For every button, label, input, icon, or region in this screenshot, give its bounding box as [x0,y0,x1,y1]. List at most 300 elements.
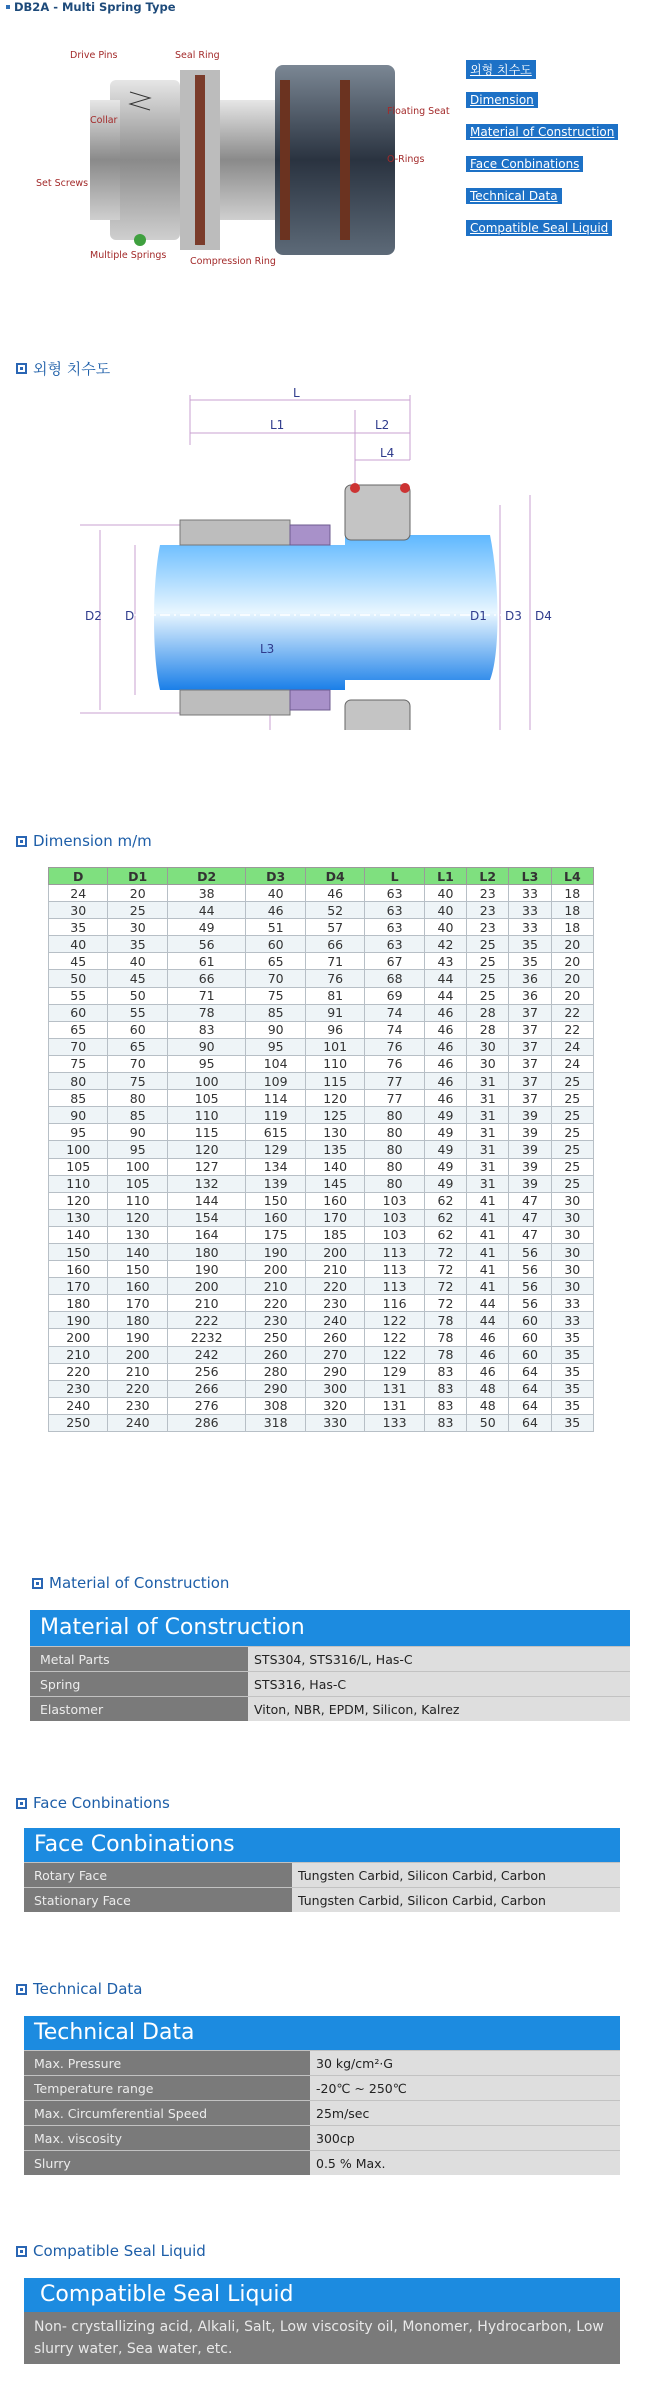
table-cell: 72 [424,1295,466,1312]
spec-key: Metal Parts [30,1647,248,1671]
table-cell: 37 [509,1055,551,1072]
table-cell: 220 [305,1278,364,1295]
table-cell: 200 [108,1346,167,1363]
table-cell: 67 [365,953,424,970]
table-cell: 190 [108,1329,167,1346]
table-cell: 30 [551,1261,593,1278]
table-cell: 105 [49,1158,108,1175]
section-bullet-icon [16,363,27,374]
table-cell: 116 [365,1295,424,1312]
table-cell: 35 [551,1363,593,1380]
table-cell: 50 [108,987,167,1004]
table-cell: 23 [467,919,509,936]
table-cell: 145 [305,1175,364,1192]
table-cell: 49 [424,1141,466,1158]
table-cell: 230 [108,1397,167,1414]
table-cell: 44 [467,1295,509,1312]
table-cell: 48 [467,1380,509,1397]
table-cell: 210 [246,1278,305,1295]
table-cell: 109 [246,1073,305,1090]
table-cell: 60 [49,1004,108,1021]
table-row [49,1090,594,1107]
table-cell: 131 [365,1397,424,1414]
table-cell: 120 [305,1090,364,1107]
spec-row [24,2100,620,2125]
table-cell: 56 [167,936,246,953]
section-bullet-icon [16,2246,27,2257]
table-cell: 80 [365,1141,424,1158]
nav-link-technical[interactable]: Technical Data [466,188,562,204]
table-cell: 48 [467,1397,509,1414]
spec-row [30,1646,630,1671]
spec-key: Spring [30,1672,248,1696]
table-cell: 37 [509,1038,551,1055]
table-cell: 44 [167,902,246,919]
table-cell: 83 [167,1021,246,1038]
table-cell: 71 [167,987,246,1004]
table-cell: 41 [467,1226,509,1243]
section-bullet-icon [32,1578,43,1589]
table-cell: 290 [246,1380,305,1397]
table-cell: 140 [305,1158,364,1175]
table-cell: 52 [305,902,364,919]
table-cell: 45 [108,970,167,987]
table-cell: 62 [424,1226,466,1243]
table-cell: 83 [424,1380,466,1397]
table-cell: 100 [108,1158,167,1175]
table-cell: 23 [467,885,509,902]
table-cell: 46 [246,902,305,919]
label-collar: Collar [90,115,118,126]
table-cell: 266 [167,1380,246,1397]
table-cell: 46 [424,1073,466,1090]
table-cell: 70 [108,1055,167,1072]
table-cell: 72 [424,1278,466,1295]
spec-value: Viton, NBR, EPDM, Silicon, Kalrez [248,1697,630,1721]
table-header: D1 [108,868,167,885]
table-cell: 110 [305,1055,364,1072]
table-cell: 30 [551,1209,593,1226]
table-cell: 180 [108,1312,167,1329]
table-cell: 110 [167,1107,246,1124]
table-cell: 25 [551,1158,593,1175]
table-row [49,919,594,936]
table-cell: 170 [305,1209,364,1226]
table-cell: 20 [551,953,593,970]
face-panel [24,1828,620,1912]
table-cell: 83 [424,1363,466,1380]
table-cell: 31 [467,1141,509,1158]
spec-key: Elastomer [30,1697,248,1721]
table-row [49,902,594,919]
table-cell: 170 [108,1295,167,1312]
section-bullet-icon [16,836,27,847]
table-cell: 160 [108,1278,167,1295]
spec-key: Temperature range [24,2076,310,2100]
table-cell: 56 [509,1261,551,1278]
table-cell: 63 [365,919,424,936]
table-cell: 135 [305,1141,364,1158]
table-cell: 33 [509,902,551,919]
table-cell: 30 [551,1278,593,1295]
table-cell: 130 [305,1124,364,1141]
table-cell: 47 [509,1192,551,1209]
table-cell: 66 [167,970,246,987]
table-cell: 51 [246,919,305,936]
label-L3: L3 [260,642,275,656]
table-cell: 63 [365,885,424,902]
material-panel [30,1610,630,1721]
spec-key: Slurry [24,2151,310,2175]
spec-row [24,2075,620,2100]
table-cell: 33 [509,885,551,902]
table-cell: 55 [49,987,108,1004]
spec-key: Max. Pressure [24,2051,310,2075]
table-cell: 140 [108,1243,167,1260]
table-cell: 38 [167,885,246,902]
table-cell: 60 [509,1329,551,1346]
table-header: D4 [305,868,364,885]
table-cell: 330 [305,1414,364,1431]
nav-link-material[interactable]: Material of Construction [466,124,618,140]
product-illustration [30,40,450,290]
table-cell: 78 [424,1312,466,1329]
table-cell: 80 [365,1107,424,1124]
table-cell: 210 [305,1261,364,1278]
table-cell: 31 [467,1124,509,1141]
table-row [49,1124,594,1141]
table-header: D3 [246,868,305,885]
table-cell: 23 [467,902,509,919]
table-cell: 113 [365,1278,424,1295]
table-cell: 72 [424,1261,466,1278]
table-cell: 65 [246,953,305,970]
table-cell: 60 [108,1021,167,1038]
table-cell: 220 [108,1380,167,1397]
table-cell: 308 [246,1397,305,1414]
table-cell: 76 [365,1038,424,1055]
table-cell: 69 [365,987,424,1004]
table-cell: 65 [108,1038,167,1055]
table-cell: 164 [167,1226,246,1243]
table-cell: 50 [467,1414,509,1431]
table-cell: 37 [509,1004,551,1021]
table-cell: 46 [424,1021,466,1038]
table-row [49,1243,594,1260]
table-cell: 72 [424,1243,466,1260]
table-cell: 66 [305,936,364,953]
table-cell: 240 [49,1397,108,1414]
table-cell: 95 [108,1141,167,1158]
label-D: D [125,609,135,623]
table-cell: 110 [108,1192,167,1209]
table-cell: 91 [305,1004,364,1021]
table-cell: 114 [246,1090,305,1107]
table-cell: 62 [424,1209,466,1226]
table-cell: 44 [467,1312,509,1329]
table-row [49,1295,594,1312]
table-cell: 41 [467,1192,509,1209]
table-cell: 185 [305,1226,364,1243]
table-cell: 25 [551,1073,593,1090]
table-cell: 63 [365,936,424,953]
table-cell: 49 [424,1107,466,1124]
label-L1: L1 [270,418,285,432]
page-title: DB2A - Multi Spring Type [6,0,176,14]
table-cell: 20 [551,936,593,953]
table-row [49,1141,594,1158]
table-cell: 615 [246,1124,305,1141]
table-cell: 170 [49,1278,108,1295]
table-row [49,1175,594,1192]
table-cell: 150 [246,1192,305,1209]
table-cell: 74 [365,1004,424,1021]
table-cell: 144 [167,1192,246,1209]
table-cell: 210 [108,1363,167,1380]
section-bullet-icon [16,1798,27,1809]
table-cell: 31 [467,1090,509,1107]
table-cell: 256 [167,1363,246,1380]
table-cell: 103 [365,1192,424,1209]
table-cell: 100 [167,1073,246,1090]
table-cell: 28 [467,1021,509,1038]
table-cell: 77 [365,1073,424,1090]
table-cell: 36 [509,970,551,987]
table-cell: 30 [551,1243,593,1260]
table-cell: 300 [305,1380,364,1397]
table-cell: 140 [49,1226,108,1243]
spec-value: STS304, STS316/L, Has-C [248,1647,630,1671]
table-cell: 250 [49,1414,108,1431]
table-cell: 25 [467,987,509,1004]
table-cell: 40 [424,902,466,919]
table-cell: 65 [49,1021,108,1038]
table-cell: 76 [305,970,364,987]
table-cell: 95 [167,1055,246,1072]
table-cell: 115 [305,1073,364,1090]
table-cell: 35 [108,936,167,953]
table-cell: 120 [108,1209,167,1226]
table-cell: 44 [424,987,466,1004]
nav-link-outline[interactable]: 외형 치수도 [466,60,536,79]
spec-row [30,1671,630,1696]
table-row [49,1107,594,1124]
table-cell: 85 [108,1107,167,1124]
table-cell: 49 [424,1175,466,1192]
table-cell: 35 [551,1329,593,1346]
spec-key: Max. viscosity [24,2126,310,2150]
table-cell: 134 [246,1158,305,1175]
table-cell: 113 [365,1243,424,1260]
nav-link-dimension[interactable]: Dimension [466,92,538,108]
table-cell: 110 [49,1175,108,1192]
table-cell: 90 [49,1107,108,1124]
table-cell: 77 [365,1090,424,1107]
table-cell: 220 [49,1363,108,1380]
table-cell: 104 [246,1055,305,1072]
table-cell: 103 [365,1226,424,1243]
table-cell: 60 [509,1346,551,1363]
label-D2: D2 [85,609,102,623]
label-D1: D1 [470,609,487,623]
label-D3: D3 [505,609,522,623]
table-cell: 210 [49,1346,108,1363]
table-cell: 30 [551,1226,593,1243]
table-cell: 35 [509,953,551,970]
table-cell: 280 [246,1363,305,1380]
spec-value: 300cp [310,2126,620,2150]
spec-key: Max. Circumferential Speed [24,2101,310,2125]
table-cell: 260 [246,1346,305,1363]
table-cell: 60 [246,936,305,953]
bullet-icon [6,5,10,9]
table-cell: 25 [551,1175,593,1192]
table-cell: 180 [167,1243,246,1260]
table-cell: 119 [246,1107,305,1124]
table-row [49,953,594,970]
table-cell: 25 [551,1107,593,1124]
table-cell: 150 [49,1243,108,1260]
table-cell: 132 [167,1175,246,1192]
table-cell: 64 [509,1363,551,1380]
table-cell: 64 [509,1380,551,1397]
section-heading-face: Face Conbinations [16,1794,170,1812]
spec-row [24,1862,620,1887]
table-cell: 222 [167,1312,246,1329]
table-cell: 18 [551,919,593,936]
table-cell: 78 [424,1329,466,1346]
table-cell: 270 [305,1346,364,1363]
section-heading-material: Material of Construction [32,1574,229,1592]
table-cell: 37 [509,1021,551,1038]
table-cell: 290 [305,1363,364,1380]
table-cell: 95 [246,1038,305,1055]
table-cell: 39 [509,1124,551,1141]
table-cell: 286 [167,1414,246,1431]
section-bullet-icon [16,1984,27,1995]
table-cell: 160 [246,1209,305,1226]
table-cell: 47 [509,1226,551,1243]
nav-link-liquid[interactable]: Compatible Seal Liquid [466,220,612,236]
table-cell: 24 [551,1055,593,1072]
spec-key: Rotary Face [24,1863,292,1887]
table-cell: 57 [305,919,364,936]
section-heading-dimension: Dimension m/m [16,832,152,850]
table-row [49,1380,594,1397]
table-cell: 95 [49,1124,108,1141]
table-cell: 125 [305,1107,364,1124]
table-cell: 90 [108,1124,167,1141]
table-cell: 35 [551,1414,593,1431]
table-cell: 230 [49,1380,108,1397]
table-cell: 35 [551,1397,593,1414]
table-cell: 230 [305,1295,364,1312]
table-cell: 20 [551,970,593,987]
spec-value: Tungsten Carbid, Silicon Carbid, Carbon [292,1863,620,1887]
spec-row [24,1887,620,1912]
spec-row [24,2150,620,2175]
table-cell: 2232 [167,1329,246,1346]
table-cell: 20 [551,987,593,1004]
table-cell: 22 [551,1004,593,1021]
table-cell: 25 [551,1124,593,1141]
table-row [49,1055,594,1072]
label-L: L [293,386,300,400]
table-cell: 122 [365,1346,424,1363]
table-cell: 35 [49,919,108,936]
table-cell: 80 [108,1090,167,1107]
table-cell: 25 [551,1141,593,1158]
table-cell: 25 [467,936,509,953]
table-cell: 80 [49,1073,108,1090]
table-cell: 240 [305,1312,364,1329]
table-cell: 46 [424,1038,466,1055]
table-cell: 83 [424,1397,466,1414]
table-row [49,1021,594,1038]
table-cell: 45 [49,953,108,970]
table-cell: 37 [509,1073,551,1090]
table-cell: 74 [365,1021,424,1038]
table-cell: 33 [551,1312,593,1329]
liquid-panel-title: Compatible Seal Liquid [24,2278,620,2312]
table-header: L1 [424,868,466,885]
table-header: D [49,868,108,885]
table-cell: 40 [424,885,466,902]
table-cell: 64 [509,1397,551,1414]
table-row [49,1278,594,1295]
table-cell: 41 [467,1243,509,1260]
table-cell: 160 [305,1192,364,1209]
table-cell: 131 [365,1380,424,1397]
table-header: D2 [167,868,246,885]
table-cell: 35 [551,1380,593,1397]
table-cell: 25 [467,970,509,987]
table-row [49,1158,594,1175]
table-cell: 175 [246,1226,305,1243]
table-cell: 20 [108,885,167,902]
table-row [49,1312,594,1329]
table-cell: 56 [509,1295,551,1312]
table-cell: 30 [467,1055,509,1072]
table-cell: 46 [305,885,364,902]
table-cell: 55 [108,1004,167,1021]
table-cell: 78 [167,1004,246,1021]
table-cell: 122 [365,1312,424,1329]
material-panel-title: Material of Construction [30,1610,630,1646]
table-cell: 36 [509,987,551,1004]
table-cell: 200 [246,1261,305,1278]
table-cell: 61 [167,953,246,970]
table-cell: 25 [108,902,167,919]
spec-row [24,2050,620,2075]
table-cell: 160 [49,1261,108,1278]
table-cell: 83 [424,1414,466,1431]
table-cell: 22 [551,1021,593,1038]
table-row [49,1261,594,1278]
table-cell: 71 [305,953,364,970]
table-cell: 39 [509,1158,551,1175]
table-cell: 56 [509,1278,551,1295]
table-cell: 31 [467,1158,509,1175]
table-cell: 81 [305,987,364,1004]
table-cell: 40 [108,953,167,970]
nav-link-face[interactable]: Face Conbinations [466,156,583,172]
table-cell: 30 [551,1192,593,1209]
table-cell: 154 [167,1209,246,1226]
spec-value: STS316, Has-C [248,1672,630,1696]
label-seal-ring: Seal Ring [175,50,220,61]
table-cell: 41 [467,1209,509,1226]
